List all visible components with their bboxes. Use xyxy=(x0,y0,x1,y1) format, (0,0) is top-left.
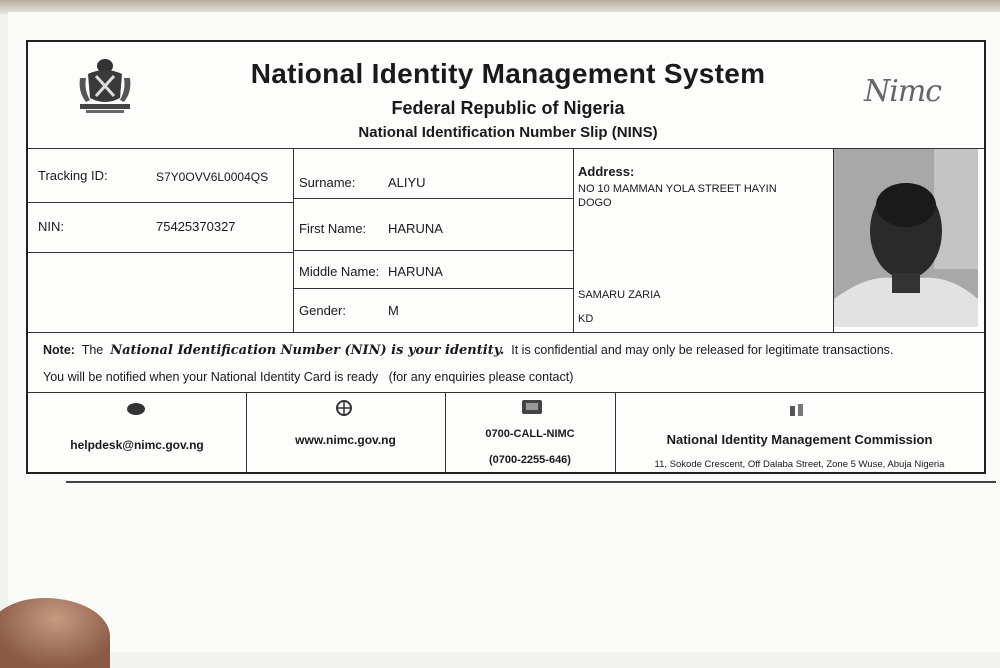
first-name-value: HARUNA xyxy=(388,221,443,236)
address-line-2: DOGO xyxy=(578,197,612,209)
note-line-2: You will be notified when your National Identity Card is ready (for any enquiries please contact) xyxy=(43,370,574,384)
nimc-logo: Nimc xyxy=(864,74,942,109)
surname-label: Surname: xyxy=(299,175,356,190)
country-subtitle: Federal Republic of Nigeria xyxy=(391,98,625,118)
middle-name-value: HARUNA xyxy=(388,264,443,279)
nin-slip xyxy=(26,40,986,474)
col-divider-2 xyxy=(573,148,574,332)
row-divider-mid-1 xyxy=(293,198,573,199)
fields-bottom-divider xyxy=(28,332,984,333)
slip-title: National Identification Number Slip (NINS) xyxy=(358,124,658,141)
tracking-id-value: S7Y0OVV6L0004QS xyxy=(156,170,269,184)
row-divider-mid-2 xyxy=(293,250,573,251)
note-emphasis: National Identification Number (NIN) is your identity. xyxy=(110,343,505,358)
address-city: SAMARU ZARIA xyxy=(578,289,661,301)
note-bottom-divider xyxy=(28,392,984,393)
commission-emblem-icon xyxy=(788,402,806,423)
email-icon xyxy=(126,402,146,421)
phone-icon xyxy=(520,398,544,421)
middle-name-label: Middle Name: xyxy=(299,264,380,279)
commission-name: National Identity Management Commission xyxy=(666,432,933,447)
footer-divider-1 xyxy=(246,392,247,472)
nin-value: 75425370327 xyxy=(156,219,236,234)
col-divider-1 xyxy=(293,148,294,332)
website-link[interactable]: www.nimc.gov.ng xyxy=(295,433,396,447)
commission-address: 11, Sokode Crescent, Off Dalaba Street, Zone 5 Wuse, Abuja Nigeria xyxy=(654,459,945,470)
address-line-1: NO 10 MAMMAN YOLA STREET HAYIN xyxy=(578,183,777,195)
surname-value: ALIYU xyxy=(388,175,426,190)
nin-label: NIN: xyxy=(38,219,64,234)
slip-shadow-line xyxy=(66,481,996,483)
first-name-label: First Name: xyxy=(299,221,367,236)
note-the: The xyxy=(81,343,104,357)
phone-line-1[interactable]: 0700-CALL-NIMC xyxy=(485,428,575,440)
globe-icon xyxy=(334,399,354,422)
row-divider-left-1 xyxy=(28,202,293,203)
tracking-id-label: Tracking ID: xyxy=(38,168,108,183)
row-divider-left-2 xyxy=(28,252,293,253)
helpdesk-email[interactable]: helpdesk@nimc.gov.ng xyxy=(70,438,204,452)
holder-photo xyxy=(834,149,978,327)
note-line-1 xyxy=(43,343,893,358)
note-rest: It is confidential and may only be released for legitimate transactions. xyxy=(511,343,894,357)
row-divider-mid-3 xyxy=(293,288,573,289)
address-label: Address: xyxy=(578,164,635,179)
address-state: KD xyxy=(578,313,594,325)
gender-label: Gender: xyxy=(299,303,346,318)
gender-value: M xyxy=(388,303,399,318)
phone-line-2[interactable]: (0700-2255-646) xyxy=(489,454,571,466)
note-prefix: Note: xyxy=(43,343,75,357)
system-title: National Identity Management System xyxy=(250,58,766,89)
